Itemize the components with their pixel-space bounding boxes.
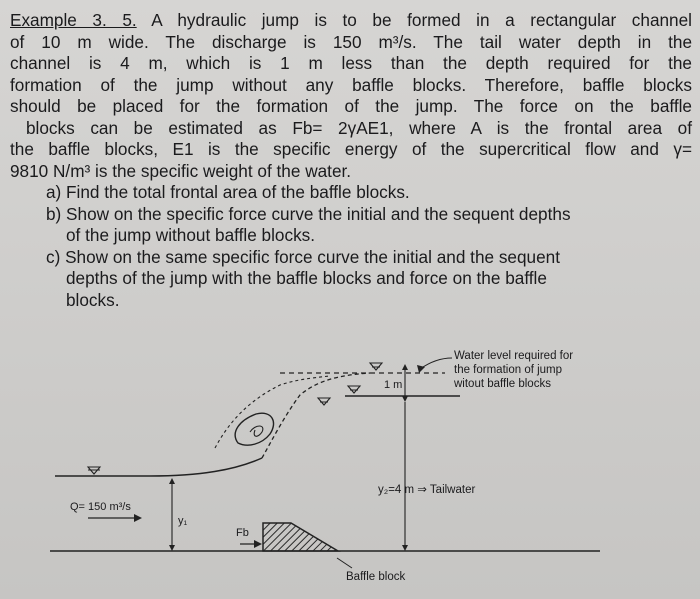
water-level-label-2: the formation of jump	[454, 364, 563, 376]
problem-text: A hydraulic jump is to be formed in a rectangular channel	[151, 10, 692, 30]
example-title: Example 3. 5.	[10, 10, 137, 30]
water-level-symbol-jump	[318, 398, 330, 405]
baffle-block-label: Baffle block	[346, 571, 406, 583]
water-level-symbol-required	[370, 363, 382, 370]
jump-roller-inner	[215, 376, 330, 448]
water-level-symbol-inflow	[88, 467, 100, 474]
hydraulic-jump-diagram	[0, 340, 700, 599]
problem-line-8: 9810 N/m³ is the specific weight of the water.	[10, 160, 352, 181]
part-b: b) Show on the specific force curve the initial and the sequent depths	[46, 203, 571, 224]
inflow-water-surface	[55, 458, 262, 476]
baffle-block	[263, 523, 338, 551]
water-level-symbol-tailwater	[348, 386, 360, 393]
problem-line-6: blocks can be estimated as Fb= 2γAE1, where A is the frontal area of	[26, 117, 692, 138]
problem-statement	[10, 10, 692, 311]
discharge-label: Q= 150 m³/s	[70, 501, 131, 513]
problem-line-5: should be placed for the formation of the jump. The force on the baffle	[10, 96, 692, 116]
problem-line-7: the baffle blocks, E1 is the specific energy of the supercritical flow and γ=	[10, 139, 692, 159]
part-a: a) Find the total frontal area of the baffle blocks.	[46, 182, 410, 202]
one-meter-label: 1 m	[384, 379, 403, 391]
baffle-force-label: Fb	[236, 527, 249, 539]
problem-line-4: formation of the jump without any baffle blocks. Therefore, baffle blocks	[10, 74, 692, 95]
problem-line-3: channel is 4 m, which is 1 m less than the depth required for the	[10, 53, 692, 73]
problem-line-2: of 10 m wide. The discharge is 150 m³/s. The tail water depth in the	[10, 31, 692, 52]
part-b-cont: of the jump without baffle blocks.	[66, 225, 316, 245]
jump-eddy-swirl	[250, 426, 263, 436]
y1-label: y₁	[178, 515, 188, 527]
y2-label: y₂=4 m ⇒ Tailwater	[378, 484, 476, 496]
water-level-label-1: Water level required for	[454, 350, 574, 362]
water-level-label-3: witout baffle blocks	[454, 378, 551, 390]
problem-line-1	[10, 10, 692, 32]
part-c-cont-1: depths of the jump with the baffle blocks and force on the baffle	[66, 268, 547, 288]
jump-eddy	[235, 413, 273, 445]
part-c-cont-2: blocks.	[66, 289, 120, 310]
part-c: c) Show on the same specific force curve the initial and the sequent	[46, 246, 560, 267]
leader-arrow	[420, 358, 452, 369]
